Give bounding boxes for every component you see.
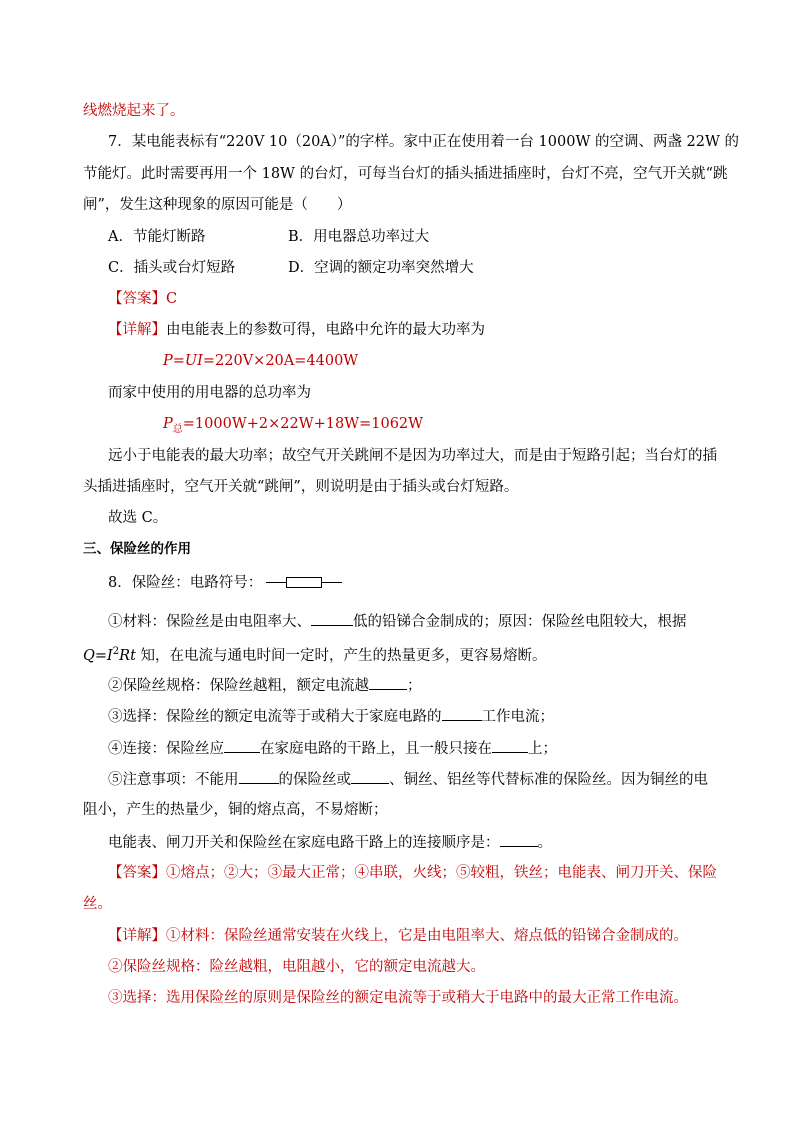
var-rt: Rt xyxy=(119,647,136,664)
detail-tag: 【详解】 xyxy=(108,928,166,944)
text: ； xyxy=(407,678,422,694)
text: A．节能灯断路 xyxy=(108,229,206,245)
answer-8-line-1 xyxy=(108,863,717,883)
detail-8-line-3 xyxy=(108,988,688,1008)
text: 上； xyxy=(528,741,557,757)
text: 低的铅锑合金制成的；原因：保险丝电阻较大，根据 xyxy=(353,614,687,630)
text: 线燃烧起来了。 xyxy=(83,103,185,119)
detail-7-line-1 xyxy=(108,320,485,340)
answer-value: C xyxy=(166,291,178,307)
var-i: I xyxy=(107,647,113,664)
text: ②保险丝规格：险丝越粗，电阻越小，它的额定电流越大。 xyxy=(108,959,485,975)
blank xyxy=(492,738,528,753)
option-d xyxy=(288,258,474,278)
blank xyxy=(311,611,353,626)
answer-7 xyxy=(108,289,177,309)
text: 远小于电能表的最大功率；故空气开关跳闸不是因为功率过大，而是由于短路引起；当台灯的插 xyxy=(108,448,717,464)
text: 节能灯。此时需要再用一个 18W 的台灯，可每当台灯的插头插进插座时，台灯不亮，空气开关就“跳 xyxy=(83,166,728,182)
text: 工作电流； xyxy=(481,709,554,725)
text: 8．保险丝：电路符号： xyxy=(108,575,263,591)
text: ③选择：保险丝的额定电流等于或稍大于家庭电路的 xyxy=(108,709,442,725)
text: C．插头或台灯短路 xyxy=(108,260,236,276)
text: ①材料：保险丝是由电阻率大、 xyxy=(108,614,311,630)
text: ④连接：保险丝应 xyxy=(108,741,224,757)
equals: = xyxy=(172,353,185,369)
var-p: P xyxy=(163,353,173,369)
text: ①材料：保险丝通常安装在火线上，它是由电阻率大、熔点低的铅锑合金制成的。 xyxy=(166,928,688,944)
blank xyxy=(442,706,482,721)
detail-7-line-2 xyxy=(108,383,311,403)
question-8-head xyxy=(108,573,342,593)
text: 丝。 xyxy=(83,896,112,912)
text: B．用电器总功率过大 xyxy=(288,229,430,245)
q8-note-line-2 xyxy=(83,800,388,820)
text: D．空调的额定功率突然增大 xyxy=(288,260,474,276)
answer-8-line-2 xyxy=(83,894,112,914)
answer-tag: 【答案】 xyxy=(108,291,166,307)
section-heading xyxy=(83,539,191,559)
text: 、铜丝、铝丝等代替标准的保险丝。因为铜丝的电 xyxy=(389,772,708,788)
text: 而家中使用的用电器的总功率为 xyxy=(108,385,311,401)
text: ⑤注意事项：不能用 xyxy=(108,772,239,788)
question-7-line-3 xyxy=(83,195,351,215)
q8-order xyxy=(108,832,552,853)
detail-7-line-4 xyxy=(83,477,518,497)
text: ①熔点；②大；③最大正常；④串联，火线；⑤较粗，铁丝；电能表、闸刀开关、保险 xyxy=(166,865,717,881)
option-c xyxy=(108,258,235,278)
text: =1000W+2×22W+18W=1062W xyxy=(182,416,424,432)
option-b xyxy=(288,227,429,247)
q8-material-line-1 xyxy=(108,611,687,632)
blank xyxy=(369,675,407,690)
subscript: 总 xyxy=(172,423,183,435)
detail-tag: 【详解】 xyxy=(108,322,166,338)
q8-note-line-1 xyxy=(108,769,708,790)
var-q: Q xyxy=(83,647,95,664)
continuation-text xyxy=(83,101,185,121)
detail-8-line-1 xyxy=(108,926,688,946)
text: 头插进插座时，空气开关就“跳闸”，则说明是由于插头或台灯短路。 xyxy=(83,479,519,495)
option-a xyxy=(108,227,205,247)
text: 知，在电流与通电时间一定时，产生的热量更多，更容易熔断。 xyxy=(135,647,547,664)
blank xyxy=(224,738,260,753)
text: 由电能表上的参数可得，电路中允许的最大功率为 xyxy=(166,322,485,338)
var-p: P xyxy=(163,416,173,432)
text: 故选 C。 xyxy=(108,510,168,526)
text: 7．某电能表标有“220V 10（20A）”的字样。家中正在使用着一台 1000W 的空调、两盏 22W 的 xyxy=(108,134,740,150)
var-ui: UI xyxy=(184,353,203,369)
detail-8-line-2 xyxy=(108,957,485,977)
blank xyxy=(500,832,538,847)
text: ②保险丝规格：保险丝越粗，额定电流越 xyxy=(108,678,369,694)
text: ③选择：选用保险丝的原则是保险丝的额定电流等于或稍大于电路中的最大正常工作电流。 xyxy=(108,990,688,1006)
text: 在家庭电路的干路上，且一般只接在 xyxy=(260,741,492,757)
q8-material-line-2 xyxy=(83,642,547,666)
q8-select xyxy=(108,706,554,727)
detail-7-line-3 xyxy=(108,446,717,466)
text: =220V×20A=4400W xyxy=(202,353,359,369)
equation-2 xyxy=(163,414,423,440)
text: 闸”，发生这种现象的原因可能是（ ） xyxy=(83,197,352,213)
answer-tag: 【答案】 xyxy=(108,865,166,881)
q8-spec xyxy=(108,675,422,696)
text: 三、保险丝的作用 xyxy=(83,541,191,557)
superscript: 2 xyxy=(112,646,120,657)
detail-7-line-5 xyxy=(108,508,167,528)
text: 阻小，产生的热量少，铜的熔点高，不易熔断； xyxy=(83,802,388,818)
text: 电能表、闸刀开关和保险丝在家庭电路干路上的连接顺序是： xyxy=(108,835,500,851)
blank xyxy=(239,769,279,784)
equals: = xyxy=(94,647,108,664)
q8-connect xyxy=(108,738,557,759)
blank xyxy=(351,769,389,784)
equation-1 xyxy=(163,351,358,371)
fuse-symbol-icon xyxy=(266,577,342,589)
question-7-line-2 xyxy=(83,164,727,184)
text: 的保险丝或 xyxy=(278,772,351,788)
question-7-line-1 xyxy=(108,132,739,152)
text: 。 xyxy=(537,835,552,851)
